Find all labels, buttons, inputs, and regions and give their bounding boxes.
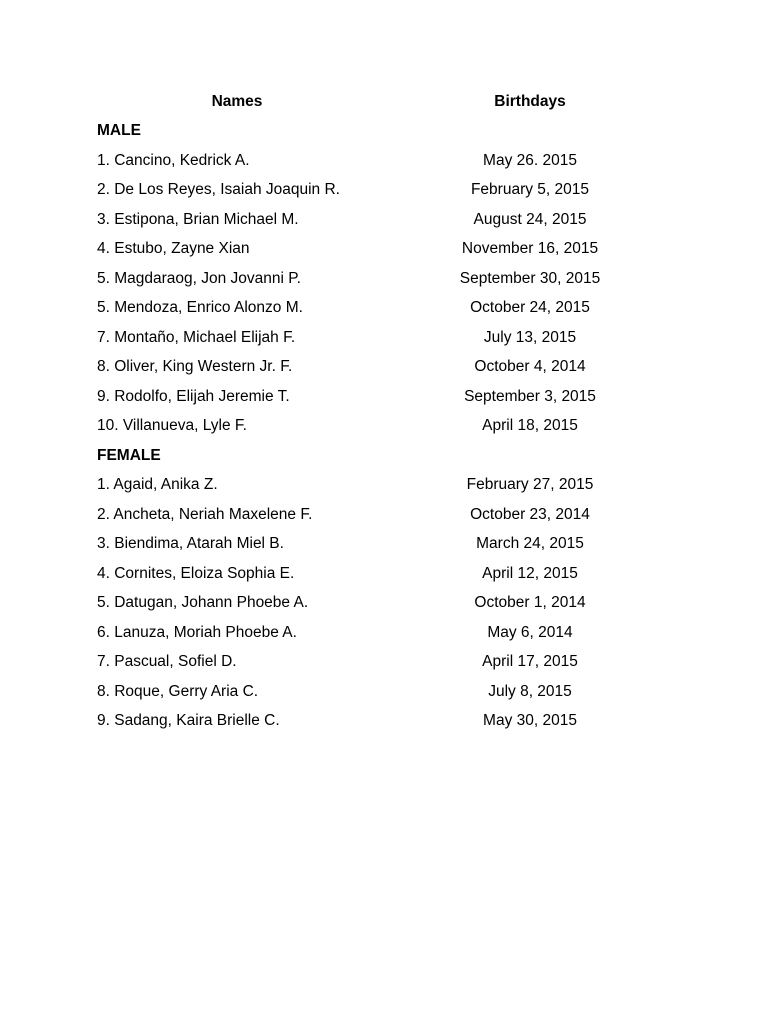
female-label: FEMALE: [97, 447, 161, 464]
student-birthday: May 30, 2015: [483, 712, 577, 729]
birthdays-column-header: Birthdays: [494, 93, 566, 110]
table-row: [0, 239, 768, 259]
student-name: 7. Montaño, Michael Elijah F.: [97, 329, 296, 346]
table-row: [0, 210, 768, 230]
student-name: 8. Roque, Gerry Aria C.: [97, 683, 259, 700]
table-row: [0, 298, 768, 318]
student-birthday: February 27, 2015: [466, 476, 594, 493]
table-row: [0, 328, 768, 348]
student-name: 5. Magdaraog, Jon Jovanni P.: [97, 270, 301, 287]
student-name: 1. Agaid, Anika Z.: [97, 476, 218, 493]
student-name: 10. Villanueva, Lyle F.: [97, 417, 247, 434]
male-section-heading: [0, 121, 768, 141]
table-row: [0, 623, 768, 643]
student-name: 5. Mendoza, Enrico Alonzo M.: [97, 299, 303, 316]
student-birthday: April 18, 2015: [482, 417, 578, 434]
student-birthday: October 4, 2014: [474, 358, 586, 375]
table-row: [0, 564, 768, 584]
student-birthday: October 24, 2015: [470, 299, 590, 316]
student-birthday: March 24, 2015: [476, 535, 584, 552]
student-birthday: May 26. 2015: [483, 152, 577, 169]
student-name: 9. Sadang, Kaira Brielle C.: [97, 712, 280, 729]
table-row: [0, 416, 768, 436]
table-row: [0, 711, 768, 731]
student-birthday: February 5, 2015: [470, 181, 590, 198]
student-birthday: July 13, 2015: [483, 329, 577, 346]
student-birthday: April 12, 2015: [482, 565, 578, 582]
table-row: [0, 534, 768, 554]
table-row: [0, 475, 768, 495]
student-name: 8. Oliver, King Western Jr. F.: [97, 358, 293, 375]
student-birthday: April 17, 2015: [482, 653, 578, 670]
table-row: [0, 505, 768, 525]
student-birthday: September 30, 2015: [459, 270, 601, 287]
student-birthday: August 24, 2015: [473, 211, 587, 228]
student-birthday: October 23, 2014: [470, 506, 590, 523]
female-section-heading: [0, 446, 768, 466]
table-row: [0, 387, 768, 407]
table-row: [0, 652, 768, 672]
table-row: [0, 180, 768, 200]
student-name: 4. Estubo, Zayne Xian: [97, 240, 250, 257]
student-name: 7. Pascual, Sofiel D.: [97, 653, 237, 670]
student-name: 2. Ancheta, Neriah Maxelene F.: [97, 506, 313, 523]
student-name: 6. Lanuza, Moriah Phoebe A.: [97, 624, 297, 641]
student-birthday: July 8, 2015: [488, 683, 572, 700]
names-column-header: Names: [211, 93, 263, 110]
student-name: 5. Datugan, Johann Phoebe A.: [97, 594, 309, 611]
student-name: 2. De Los Reyes, Isaiah Joaquin R.: [97, 181, 340, 198]
table-row: [0, 593, 768, 613]
student-birthday: November 16, 2015: [461, 240, 599, 257]
student-birthday: May 6, 2014: [487, 624, 573, 641]
male-label: MALE: [97, 122, 141, 139]
student-birthday: October 1, 2014: [474, 594, 586, 611]
student-name: 1. Cancino, Kedrick A.: [97, 152, 250, 169]
student-name: 4. Cornites, Eloiza Sophia E.: [97, 565, 295, 582]
table-row: [0, 151, 768, 171]
table-row: [0, 357, 768, 377]
student-name: 3. Biendima, Atarah Miel B.: [97, 535, 284, 552]
table-row: [0, 269, 768, 289]
table-row: [0, 682, 768, 702]
column-header-row: [0, 92, 768, 112]
student-birthday: September 3, 2015: [464, 388, 596, 405]
student-name: 3. Estipona, Brian Michael M.: [97, 211, 299, 228]
student-name: 9. Rodolfo, Elijah Jeremie T.: [97, 388, 290, 405]
